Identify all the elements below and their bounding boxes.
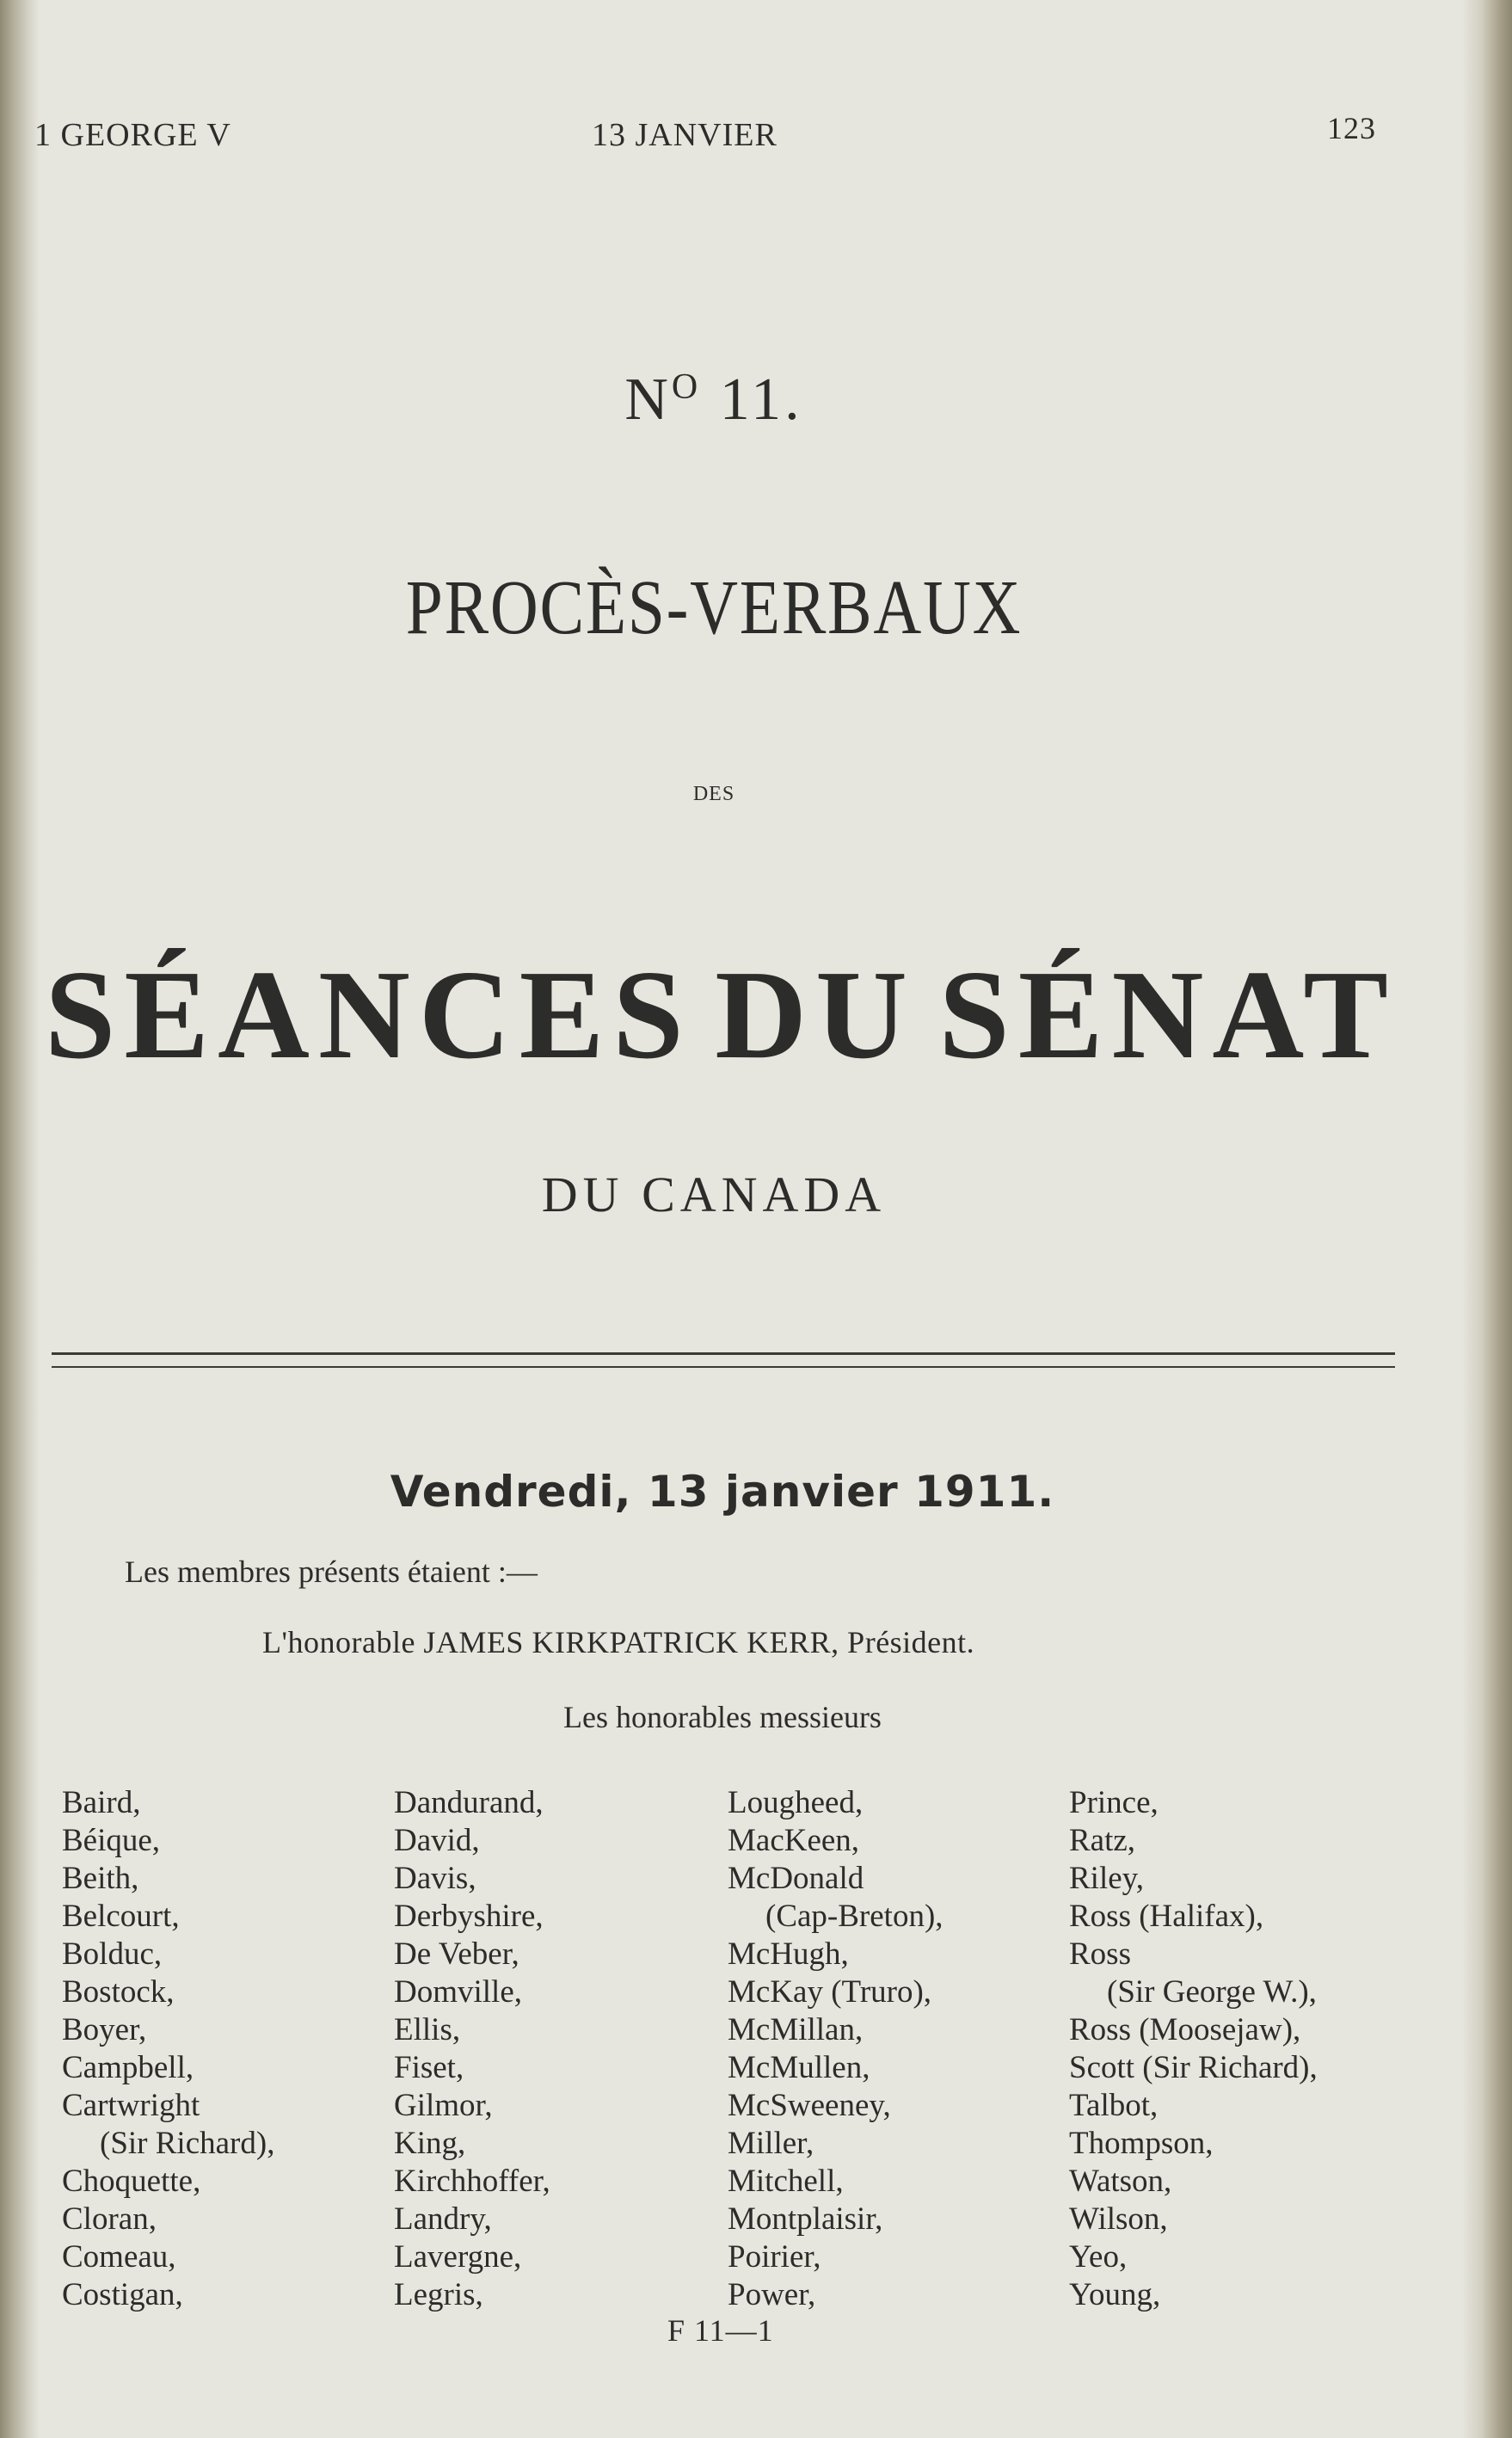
member-name: McKay (Truro), (728, 1974, 932, 2010)
printer-signature-mark: F 11—1 (667, 2313, 774, 2348)
member-name: Fiset, (394, 2050, 464, 2085)
honorables-heading: Les honorables messieurs (563, 1700, 882, 1734)
member-name: Kirchhoffer, (394, 2164, 550, 2199)
member-name: Belcourt, (62, 1899, 180, 1934)
member-name-continuation: (Cap-Breton), (765, 1899, 943, 1934)
member-name: David, (394, 1823, 480, 1858)
title-word-senat: SÉNAT (938, 945, 1397, 1086)
members-column-2 (394, 1784, 550, 2314)
member-name: Baird, (62, 1785, 141, 1820)
member-name: Miller, (728, 2126, 814, 2161)
member-name: McMillan, (728, 2012, 864, 2047)
member-name: Bolduc, (62, 1936, 163, 1972)
title-du-canada: DU CANADA (541, 1167, 887, 1222)
member-name: Ross (1069, 1936, 1131, 1972)
member-name: Lavergne, (394, 2239, 522, 2275)
member-name: Talbot, (1069, 2088, 1159, 2123)
member-name: Ratz, (1069, 1823, 1136, 1858)
member-name: Choquette, (62, 2164, 201, 2199)
number-prefix: N (624, 366, 672, 433)
member-name: Cloran, (62, 2201, 157, 2237)
member-name: Comeau, (62, 2239, 176, 2275)
members-column-3 (728, 1784, 943, 2314)
member-name: Prince, (1069, 1785, 1159, 1820)
member-name: MacKeen, (728, 1823, 860, 1858)
member-name: Campbell, (62, 2050, 194, 2085)
member-name-continuation: (Sir George W.), (1107, 1974, 1317, 2010)
member-name: Bostock, (62, 1974, 175, 2010)
sitting-date-heading: Vendredi, 13 janvier 1911. (390, 1467, 1055, 1517)
member-name: Ross (Moosejaw), (1069, 2012, 1301, 2047)
number-superscript: O (671, 367, 702, 407)
journal-number (0, 366, 1428, 434)
members-column-1 (62, 1784, 274, 2314)
member-name: Gilmor, (394, 2088, 493, 2123)
member-name: Wilson, (1069, 2201, 1168, 2237)
page-right-edge (1462, 0, 1512, 2438)
title-word-seances: SÉANCES (45, 945, 692, 1086)
member-name-continuation: (Sir Richard), (100, 2126, 275, 2161)
member-name: Costigan, (62, 2277, 183, 2312)
member-name: Lougheed, (728, 1785, 864, 1820)
member-name: Davis, (394, 1861, 476, 1896)
member-name: Mitchell, (728, 2164, 844, 2199)
double-rule-top (52, 1352, 1395, 1355)
double-rule-bottom (52, 1366, 1395, 1368)
member-name: Watson, (1069, 2164, 1172, 2199)
member-name: Power, (728, 2277, 816, 2312)
member-name: Thompson, (1069, 2126, 1214, 2161)
members-column-4 (1069, 1784, 1318, 2314)
member-name: De Veber, (394, 1936, 519, 1972)
title-seances-du-senat (45, 942, 1397, 1088)
member-name: Derbyshire, (394, 1899, 544, 1934)
member-name: McDonald (728, 1861, 864, 1896)
member-name: McMullen, (728, 2050, 870, 2085)
member-name: Young, (1069, 2277, 1161, 2312)
title-des: DES (692, 783, 735, 805)
member-name: McSweeney, (728, 2088, 891, 2123)
members-present-intro: Les membres présents étaient :— (125, 1555, 538, 1589)
member-name: Dandurand, (394, 1785, 544, 1820)
title-proces-verbaux: PROCÈS-VERBAUX (405, 565, 1023, 650)
member-name: Yeo, (1069, 2239, 1128, 2275)
speaker-line: L'honorable JAMES KIRKPATRICK KERR, Président. (262, 1625, 975, 1659)
member-name: Poirier, (728, 2239, 821, 2275)
running-head-regnal-year: 1 GEORGE V (34, 117, 231, 153)
running-head-date: 13 JANVIER (592, 117, 778, 153)
member-name: Béique, (62, 1823, 161, 1858)
number-value: 11. (701, 366, 803, 433)
member-name: Montplaisir, (728, 2201, 883, 2237)
member-name: McHugh, (728, 1936, 849, 1972)
member-name: Domville, (394, 1974, 523, 2010)
member-name: Ellis, (394, 2012, 461, 2047)
member-name: Ross (Halifax), (1069, 1899, 1264, 1934)
page-number: 123 (1327, 111, 1376, 145)
title-word-du: DU (715, 945, 916, 1086)
member-name: Legris, (394, 2277, 483, 2312)
member-name: Riley, (1069, 1861, 1145, 1896)
member-name: Landry, (394, 2201, 492, 2237)
member-name: Boyer, (62, 2012, 147, 2047)
member-name: King, (394, 2126, 466, 2161)
member-name: Scott (Sir Richard), (1069, 2050, 1318, 2085)
member-name: Cartwright (62, 2088, 200, 2123)
member-name: Beith, (62, 1861, 139, 1896)
